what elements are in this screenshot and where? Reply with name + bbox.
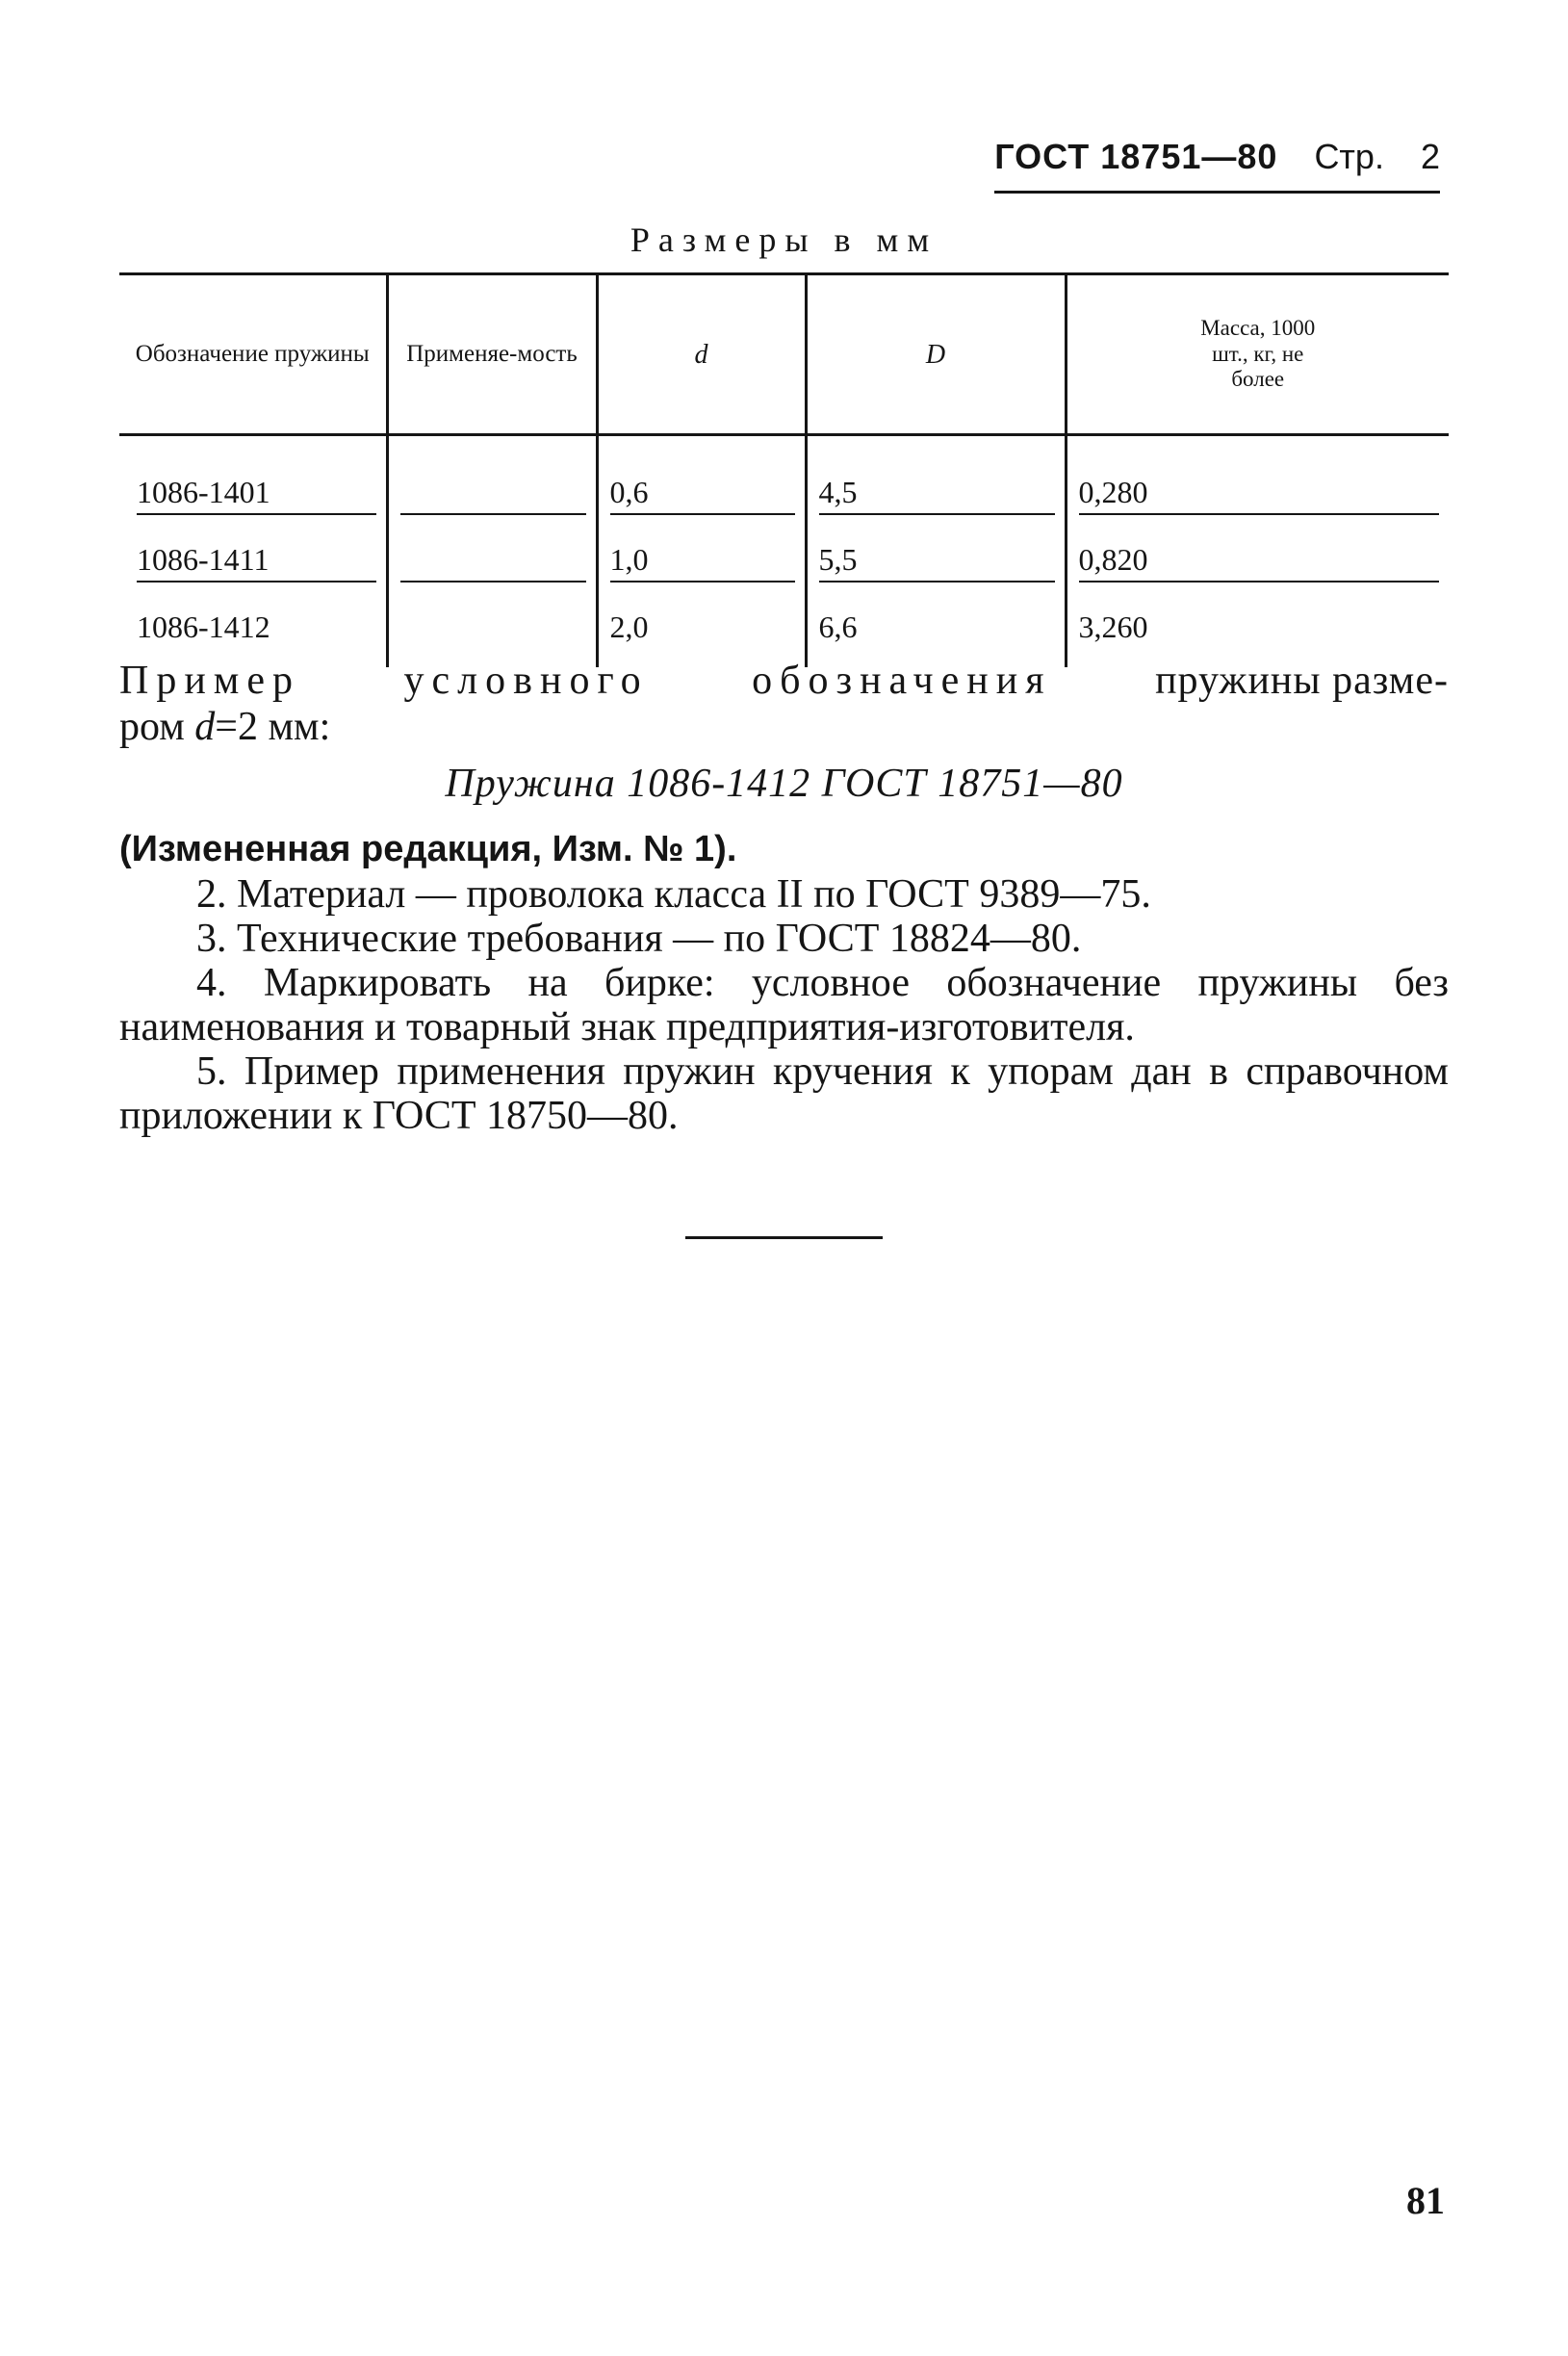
cell-designation: 1086-1412 bbox=[137, 609, 270, 644]
example-continuation: ром d=2 мм: bbox=[119, 705, 331, 749]
header-page-number: 2 bbox=[1420, 137, 1440, 176]
cell-mass: 0,820 bbox=[1066, 532, 1449, 600]
example-word-4: пружины разме- bbox=[1155, 659, 1449, 703]
standard-code: ГОСТ 18751—80 bbox=[994, 137, 1278, 176]
page-header bbox=[994, 137, 1440, 194]
variable-d: d bbox=[194, 705, 216, 749]
example-designation: Пружина 1086-1412 ГОСТ 18751—80 bbox=[445, 762, 1123, 806]
cell-designation: 1086-1411 bbox=[119, 532, 387, 600]
example-word-2: условного bbox=[403, 659, 649, 703]
cell-D: 4,5 bbox=[806, 435, 1066, 533]
page-number: 81 bbox=[1406, 2179, 1445, 2222]
table-caption: Размеры в мм bbox=[630, 220, 938, 259]
spring-dimensions-table bbox=[119, 272, 1449, 667]
item-application-example: 5. Пример применения пружин кручения к упорам дан в справочном приложении к ГОСТ 18750—80. bbox=[119, 1049, 1449, 1138]
col-header-mass-label: Масса, 1000 шт., кг, не более bbox=[1200, 316, 1316, 392]
cell-mass: 3,260 bbox=[1066, 600, 1449, 667]
example-word-1: Пример bbox=[119, 659, 301, 703]
col-header-D: D bbox=[806, 274, 1066, 435]
col-header-d: d bbox=[597, 274, 806, 435]
cell-mass: 0,280 bbox=[1066, 435, 1449, 533]
example-heading-line bbox=[119, 658, 1449, 704]
table-row bbox=[119, 435, 1449, 533]
cell-d: 0,6 bbox=[597, 435, 806, 533]
example-word-3: обозначения bbox=[752, 659, 1052, 703]
item-tech-requirements: 3. Технические требования — по ГОСТ 18824—80. bbox=[196, 917, 1082, 961]
cell-applicability bbox=[387, 435, 597, 533]
end-divider bbox=[685, 1236, 883, 1239]
cell-d: 1,0 bbox=[597, 532, 806, 600]
cell-D: 6,6 bbox=[806, 600, 1066, 667]
item-material: 2. Материал — проволока класса II по ГОСТ 9389—75. bbox=[196, 872, 1151, 917]
page-label: Стр. bbox=[1314, 137, 1384, 176]
cell-d: 2,0 bbox=[597, 600, 806, 667]
cell-D: 5,5 bbox=[806, 532, 1066, 600]
item-marking: 4. Маркировать на бирке: условное обозначение пружины без наименования и товарный знак предприятия-изготовителя. bbox=[119, 961, 1449, 1049]
cell-designation: 1086-1401 bbox=[119, 435, 387, 533]
table-header-row bbox=[119, 274, 1449, 435]
table-row bbox=[119, 532, 1449, 600]
revision-note: (Измененная редакция, Изм. № 1). bbox=[119, 829, 737, 869]
col-header-mass bbox=[1066, 274, 1449, 435]
col-header-designation: Обозначение пружины bbox=[119, 274, 387, 435]
cell-applicability bbox=[387, 532, 597, 600]
col-header-applicability: Применяе-мость bbox=[387, 274, 597, 435]
